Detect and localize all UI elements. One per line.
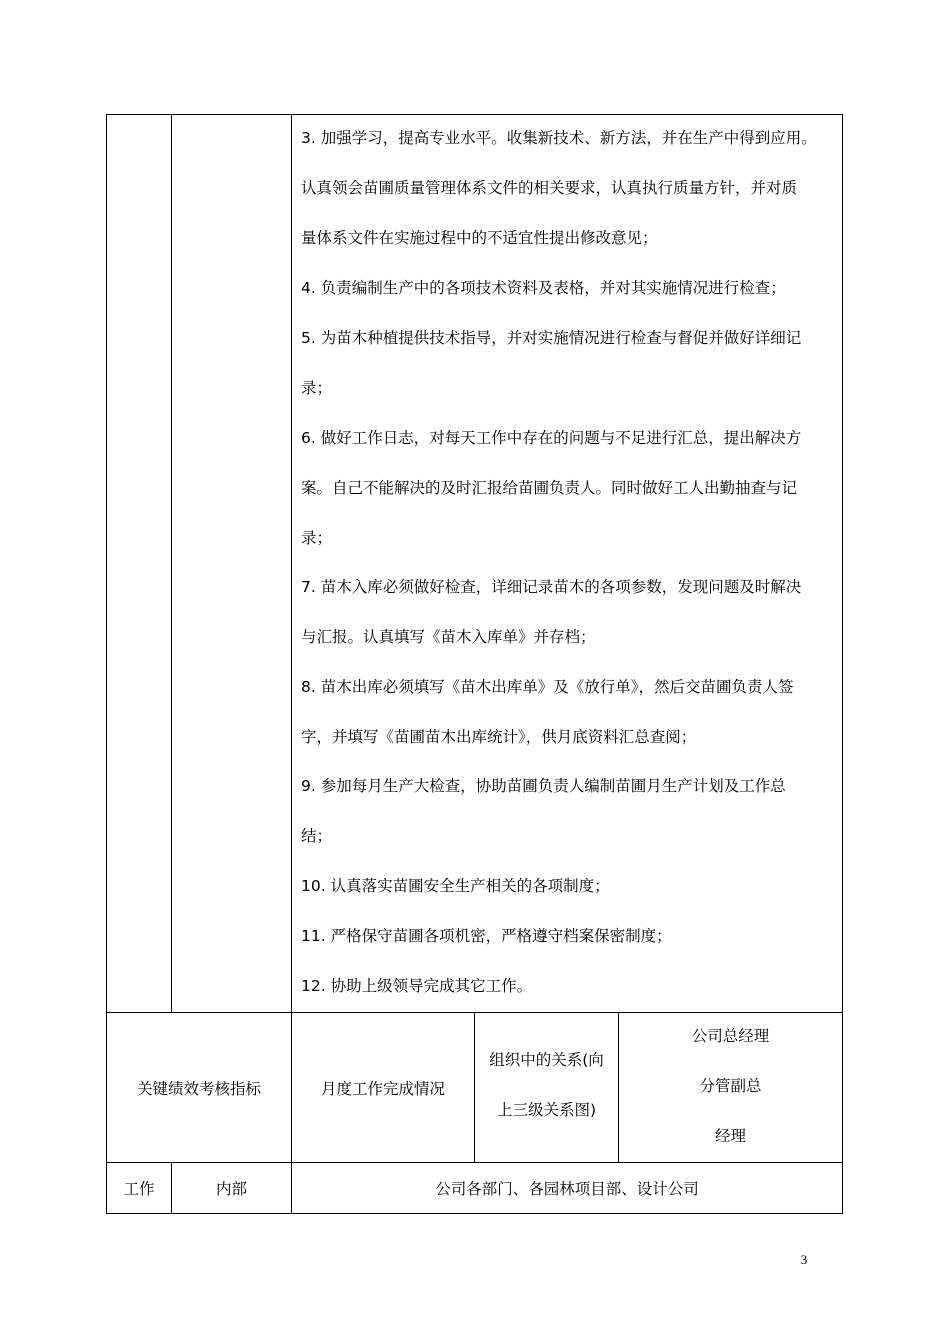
duty-line: 量体系文件在实施过程中的不适宜性提出修改意见； bbox=[301, 229, 658, 247]
duty-line: 字，并填写《苗圃苗木出库统计》，供月底资料汇总查阅； bbox=[301, 728, 697, 746]
duty-line: 9. 参加每月生产大检查，协助苗圃负责人编制苗圃月生产计划及工作总 bbox=[301, 777, 786, 795]
kpi-label: 关键绩效考核指标 bbox=[136, 1079, 261, 1098]
duty-line: 7. 苗木入库必须做好检查，详细记录苗木的各项参数，发现问题及时解决 bbox=[301, 578, 802, 596]
duty-line: 4. 负责编制生产中的各项技术资料及表格，并对其实施情况进行检查； bbox=[301, 279, 786, 297]
internal-value: 公司各部门、各园林项目部、设计公司 bbox=[435, 1180, 699, 1198]
relation-label-line: 上三级关系图) bbox=[496, 1101, 597, 1119]
duty-line: 录； bbox=[301, 379, 333, 397]
kpi-value: 月度工作完成情况 bbox=[320, 1079, 445, 1098]
relation-chart bbox=[619, 1025, 842, 1147]
duty-line: 结； bbox=[301, 827, 333, 845]
relation-label-line: 组织中的关系(向 bbox=[489, 1051, 604, 1069]
duty-line: 录； bbox=[301, 529, 333, 547]
page-number: 3 bbox=[800, 1252, 808, 1267]
duty-line: 10. 认真落实苗圃安全生产相关的各项制度； bbox=[301, 877, 610, 895]
work-label: 工作 bbox=[123, 1180, 155, 1198]
table-border bbox=[171, 114, 172, 1012]
duty-line: 3. 加强学习，提高专业水平。收集新技术、新方法，并在生产中得到应用。 bbox=[301, 129, 817, 147]
duty-line: 6. 做好工作日志，对每天工作中存在的问题与不足进行汇总，提出解决方 bbox=[301, 429, 802, 447]
duty-line: 与汇报。认真填写《苗木入库单》并存档； bbox=[301, 628, 596, 646]
duty-line: 5. 为苗木种植提供技术指导，并对实施情况进行检查与督促并做好详细记 bbox=[301, 329, 802, 347]
duty-line: 认真领会苗圃质量管理体系文件的相关要求，认真执行质量方针，并对质 bbox=[301, 179, 798, 197]
table-border bbox=[106, 114, 843, 115]
relation-label bbox=[475, 1049, 618, 1121]
table-border bbox=[106, 1213, 843, 1214]
duty-line: 12. 协助上级领导完成其它工作。 bbox=[301, 977, 533, 995]
relation-line: 公司总经理 bbox=[691, 1027, 770, 1045]
relation-line: 经理 bbox=[714, 1127, 746, 1145]
duty-line: 8. 苗木出库必须填写《苗木出库单》及《放行单》，然后交苗圃负责人签 bbox=[301, 678, 794, 696]
duty-line: 案。自己不能解决的及时汇报给苗圃负责人。同时做好工人出勤抽查与记 bbox=[301, 479, 798, 497]
internal-label: 内部 bbox=[215, 1180, 247, 1198]
relation-line: 分管副总 bbox=[699, 1077, 762, 1095]
table-border bbox=[842, 114, 843, 1214]
duty-line: 11. 严格保守苗圃各项机密，严格遵守档案保密制度； bbox=[301, 927, 672, 945]
